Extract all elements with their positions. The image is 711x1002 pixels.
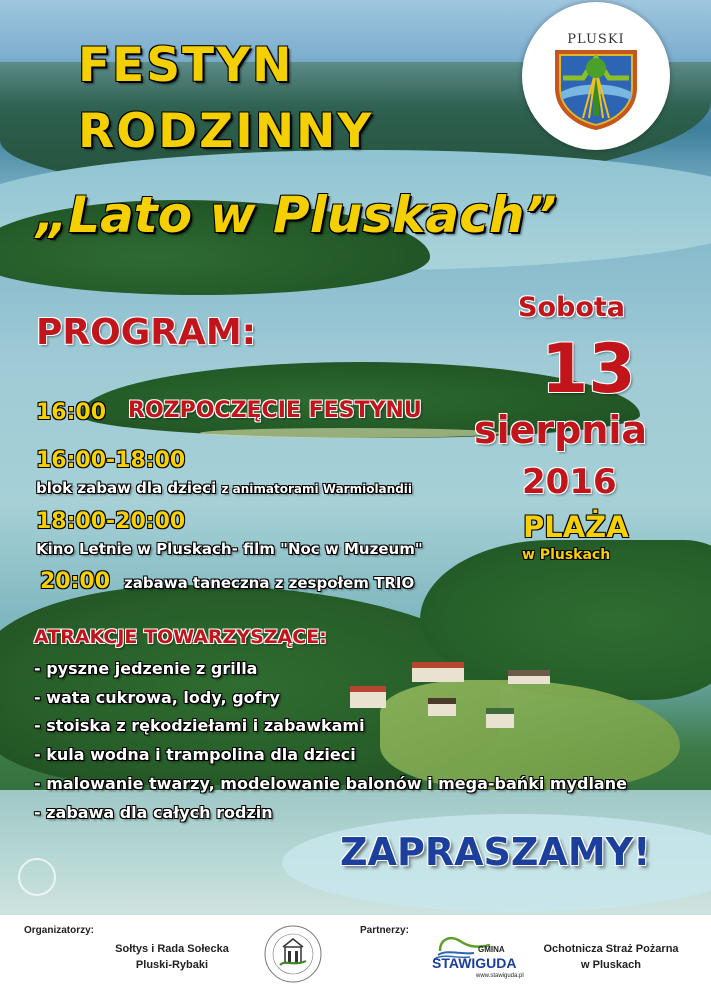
partners-label: Partnerzy: — [360, 925, 409, 936]
invite-text: ZAPRASZAMY! — [340, 830, 651, 874]
program-event-3: Kino Letnie w Pluskach- film "Noc w Muzeum" — [36, 540, 423, 558]
organizers-label: Organizatorzy: — [24, 925, 95, 936]
attraction-item-3: - stoiska z rękodziełami i zabawkami — [34, 716, 365, 735]
attraction-item-5: - malowanie twarzy, modelowanie balonów i mega-bańki mydlane — [34, 774, 627, 793]
date-weekday: Sobota — [518, 292, 625, 323]
organizer-line-1: Sołtys i Rada Sołecka — [115, 943, 229, 955]
date-year: 2016 — [522, 462, 617, 502]
title-line-2: RODZINNY — [78, 104, 374, 159]
program-time-4: 20:00 — [40, 569, 111, 594]
date-month: sierpnia — [474, 408, 648, 452]
program-event-2-text: blok zabaw dla dzieci — [36, 479, 217, 497]
culture-center-logo-icon — [262, 923, 324, 985]
coat-of-arms-icon — [553, 48, 639, 130]
gmina-url: www.stawiguda.pl — [476, 973, 524, 979]
program-event-2-note: z animatorami Warmiolandii — [221, 482, 413, 496]
attraction-item-1: - pyszne jedzenie z grilla — [34, 659, 258, 678]
title-line-1: FESTYN — [78, 38, 294, 93]
gmina-small: GMINA — [478, 945, 505, 954]
photographer-watermark-icon — [18, 858, 56, 896]
gmina-name: STAWIGUDA — [432, 955, 517, 971]
date-day: 13 — [541, 330, 636, 409]
attraction-item-2: - wata cukrowa, lody, gofry — [34, 688, 280, 707]
partner-line-1: Ochotnicza Straż Pożarna — [543, 943, 679, 955]
program-event-4: zabawa taneczna z zespołem TRIO — [124, 574, 415, 592]
attraction-item-6: - zabawa dla całych rodzin — [34, 803, 273, 822]
place-sub: w Pluskach — [522, 547, 611, 563]
program-time-1: 16:00 — [36, 400, 107, 425]
partner-name — [530, 941, 692, 973]
program-event-1: ROZPOCZĘCIE FESTYNU — [128, 398, 422, 423]
organizer-name — [94, 941, 250, 973]
title-line-3: „Lato w Pluskach” — [36, 186, 557, 244]
organizer-line-2: Pluski-Rybaki — [135, 959, 209, 971]
program-heading: PROGRAM: — [36, 312, 257, 353]
program-time-3: 18:00-20:00 — [36, 509, 186, 534]
crest-name: PLUSKI — [567, 32, 625, 47]
footer-sponsors — [0, 915, 711, 1002]
attractions-heading: ATRAKCJE TOWARZYSZĄCE: — [34, 626, 327, 648]
attraction-item-4: - kula wodna i trampolina dla dzieci — [34, 745, 356, 764]
program-time-2: 16:00-18:00 — [36, 448, 186, 473]
place-name: PLAŻA — [523, 510, 629, 544]
partner-line-2: w Pluskach — [581, 959, 641, 971]
program-event-2 — [36, 479, 412, 497]
